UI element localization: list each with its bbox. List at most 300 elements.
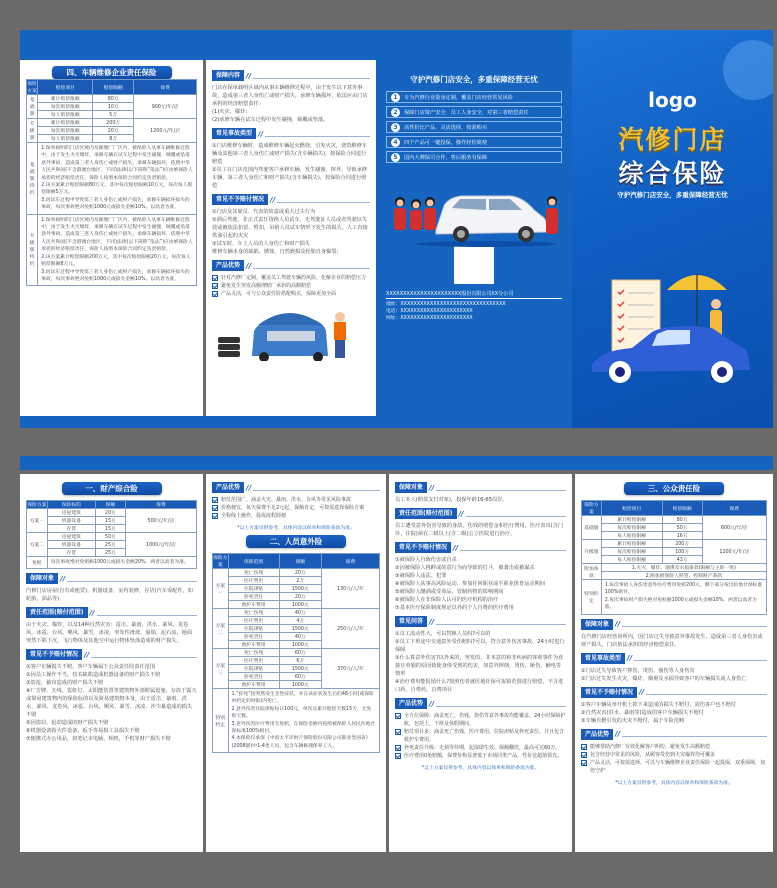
- checklist-text: 产品灵活，可与公众责任险搭配购买，保障更加全面: [221, 291, 337, 297]
- content-section: [581, 729, 767, 775]
- item-cell: 猝死责任: [228, 673, 279, 681]
- premium-cell: 600元/年/店: [702, 516, 766, 540]
- checklist-item: [581, 759, 767, 775]
- body-text: ⑦便携式办公用品，如笔记本电脑，相机，手机等财产损失不赔: [26, 736, 171, 743]
- item-cell: 救护车费用: [228, 641, 279, 649]
- checkbox-icon: [395, 729, 401, 735]
- body-text: ⑥被保险人在非保险人认可的医疗机构的治疗: [395, 597, 499, 603]
- plan-table: [581, 500, 767, 615]
- section-label: 保障对象: [395, 482, 427, 493]
- body-text: 汽修门店房屋(自有或租赁)，机器设备，室内装修，存货(汽车零配件，如轮胎，油品等): [26, 588, 193, 603]
- checklist-item: [395, 752, 566, 760]
- section-header: [581, 619, 767, 630]
- plan-name: 升级版: [27, 119, 38, 143]
- item-cell: 救护车费用: [228, 601, 279, 609]
- slash-decor: //: [627, 654, 633, 663]
- company-name: XXXXXXXXXXXXXXXXXXXXXX股份有限公司XX分公司: [386, 290, 562, 299]
- row-label: 基础版特约: [27, 143, 38, 215]
- body-text: ②酒后驾驶，非正式责任资格人员试车，无驾驶证人员或者驾驶证失效或被依法扣留、暂扣，吊销人员试车情形下发生的损失，人工直接供油引起的火灾: [212, 217, 368, 239]
- checklist-item: [212, 290, 370, 298]
- item-cell: 住院津贴: [228, 625, 279, 633]
- section-label: 产品优势: [212, 482, 244, 493]
- item-cell: 死亡伤残: [228, 649, 279, 657]
- item-cell: 住院津贴: [228, 585, 279, 593]
- body-text: 员工遭受意外伤害导致的身故、伤残的赔偿金和医疗费用，医疗表出(含门诊，住院)须在二级以上(含二级)公立医院进行治疗。: [395, 523, 564, 537]
- divider-line: [646, 694, 767, 695]
- slash-decor: //: [246, 71, 252, 80]
- divider-line: [253, 78, 370, 79]
- checkbox-icon: [212, 283, 218, 289]
- checklist-text: 产品灵活，可按需选择，可以与车辆维修企业责任保险一起投保，双重保障，加倍守护: [590, 759, 766, 774]
- amount-cell: 200万: [93, 119, 134, 127]
- amount-cell: 25万: [95, 549, 125, 557]
- item-cell: 医疗费用: [228, 657, 279, 665]
- premium-cell: 130元/人/年: [321, 569, 379, 609]
- table-header: 保险方案: [27, 501, 48, 509]
- item-cell: 累计赔偿限额: [601, 540, 662, 548]
- checkbox-icon: [212, 513, 218, 519]
- panel-repair-liability: [20, 60, 203, 416]
- section-title: 一、财产综合险: [62, 482, 162, 495]
- section-label: 常见事故类型: [581, 653, 625, 664]
- row-text: 1.每次事故人身伤害意外医疗费用免赔200元，剩下部分按出险地社保标准100%赔付。 2.每次事故财产损失绝对免赔额1000元或损失金额10%，两者以高者为准。: [601, 580, 766, 615]
- row-label: 升级版特约: [27, 214, 38, 286]
- section-header: [581, 729, 767, 740]
- table-header: 保费: [134, 80, 197, 95]
- feature-list: [386, 91, 562, 163]
- section-label: 保障对象: [581, 619, 613, 630]
- logo: logo: [648, 88, 697, 112]
- amount-cell: 15万: [95, 517, 125, 525]
- section-header: [212, 194, 370, 205]
- feature-number-badge: 1: [391, 93, 400, 102]
- section-label: 常见不予赔付情况: [581, 687, 637, 698]
- table-row: [27, 509, 197, 517]
- row-text: 每次事故绝对免赔额1000元或损失金额20%，两者以高者为准。: [47, 557, 196, 569]
- body-text: ②员工下班途中交通意外受伤赔吗?可以，符合意外伤害事故，24小时进行保障: [395, 639, 565, 653]
- item-cell: 房屋建筑: [47, 533, 95, 541]
- item-cell: 每次赔偿限额: [601, 548, 662, 556]
- divider-line: [97, 615, 197, 616]
- table-row: [582, 516, 767, 524]
- content-section: [212, 482, 380, 520]
- table-row: [27, 557, 197, 569]
- amount-cell: 20万: [93, 127, 134, 135]
- checklist-item: [212, 496, 380, 504]
- section-title: 三、公众责任险: [624, 482, 724, 495]
- checklist-text: 赔付范围广，涵盖火灾、暴雨、洪水、台风等常见风险事故: [221, 497, 352, 503]
- divider-line: [622, 626, 767, 627]
- disclaimer-note: *以上方案仅供参考，具体内容以保单和保险条款为准。: [615, 780, 733, 786]
- table-header: 保险方案: [27, 80, 38, 95]
- checklist-text: 包含经营中常见的风险，从顾客受伤到火灾爆炸均可覆盖: [590, 751, 716, 758]
- brochure-outside: [20, 30, 773, 428]
- slash-decor: //: [89, 608, 95, 617]
- checklist-item: [395, 744, 566, 752]
- body-text: (1)火灾、爆炸；: [212, 109, 251, 115]
- amount-cell: 43万: [662, 556, 702, 564]
- checkbox-icon: [212, 497, 218, 503]
- content-section: [212, 70, 370, 124]
- amount-cell: 6万: [279, 657, 321, 665]
- content-section: [26, 573, 197, 603]
- amount-cell: 25万: [95, 541, 125, 549]
- amount-cell: 1500元: [279, 585, 321, 593]
- amount-cell: 80万: [93, 95, 134, 103]
- section-header: [395, 698, 566, 709]
- table-row: [27, 143, 197, 215]
- body-text: ①被保险人自致伤害或自杀: [395, 557, 457, 563]
- feature-number-badge: 2: [391, 108, 400, 117]
- table-row: [213, 569, 380, 577]
- checklist-text: 猝死责任升级：无须等待期，起保即生效，保额翻倍，最高可达60万。: [404, 745, 561, 751]
- item-cell: 每人赔偿限额: [38, 135, 93, 143]
- item-cell: 每人赔偿限额: [601, 532, 662, 540]
- item-cell: 机器设备: [47, 541, 95, 549]
- checklist-item: [581, 751, 767, 759]
- checklist-item: [212, 282, 370, 290]
- panel-front-cover: [572, 30, 773, 428]
- divider-line: [466, 516, 566, 517]
- divider-line: [67, 581, 197, 582]
- item-cell: 每次赔偿限额: [38, 127, 93, 135]
- content-section: [212, 260, 370, 298]
- feature-text: 专为汽修行业量身定制，覆盖门店经营常见风险: [404, 94, 513, 101]
- checklist-text: 避免发生突发高额理赔厂承担的高额赔偿: [221, 283, 312, 289]
- amount-cell: 15万: [95, 525, 125, 533]
- plan-name: 方案一: [213, 569, 229, 609]
- amount-cell: 1500元: [279, 625, 321, 633]
- item-cell: 累计赔偿限额: [38, 119, 93, 127]
- body-text: ③试车时，车上人员的人身伤亡和财产损失: [212, 241, 311, 247]
- disclaimer-note: *以上方案仅供参考，具体内容以保单和保险条款为准。: [421, 766, 540, 771]
- body-text: ①门店过失导致客户摔伤，烫伤，撞伤等人身伤害: [581, 667, 695, 674]
- section-header: [395, 482, 566, 493]
- checklist-item: [212, 504, 380, 512]
- company-website: 网址：XXXXXXXXXXXXXXXXXXXXXX: [386, 316, 473, 321]
- checklist-text: 医疗费用0免赔额，保费价格显著低于市场同类产品，性价比超值领先。: [404, 753, 563, 759]
- plan-name: 方案二: [213, 609, 229, 649]
- slash-decor: //: [60, 574, 66, 583]
- row-text: 1.“猝死”指突然发生急性症状，并在该症状发生后的48小时(或保险单约定的时限)内死亡。 2.意外伤害住院津贴每日100元，单次及累计赔偿天数15天，无免赔天数。 3.意外伤害医疗费用无免赔，在保险金额内按照被保险人居民医地社保标准100%赔付。 4.本保险仅承保《中国太平洋财产保险股份有限公司职业类别表》(2008版)中1-4类人员，包含车辆修理保养工人。: [228, 689, 379, 753]
- section-label: 常见问答: [395, 616, 427, 627]
- feature-text: 保障门店资产安全、员工人身安全，对第三者赔偿责任: [404, 109, 529, 116]
- amount-cell: 1000元: [279, 641, 321, 649]
- section-label: 常见不予赔付情况: [212, 194, 268, 205]
- item-cell: 存货: [47, 549, 95, 557]
- cover-subtitle: 守护汽修门店安全，多重保障经营无忧: [617, 191, 728, 199]
- amount-cell: 16万: [662, 532, 702, 540]
- premium-cell: 370元/人/年: [321, 649, 379, 689]
- plan-name: 方案二: [27, 533, 48, 557]
- body-text: 在汽修门店经营场所内，因门店过失导致意外事故发生，造成第三者人身伤害或财产损失，门店依法承担的经济赔偿责任。: [581, 633, 763, 648]
- amount-cell: 60万: [279, 649, 321, 657]
- section-title: 二、人员意外险: [246, 535, 346, 548]
- body-text: ②员工在门店范围内驾驶客户承修车辆，发生碰撞，摔坏，导致承修车辆，第三者人身伤亡和财产损失(含车辆损失)，按保险合同进行赔偿: [212, 167, 368, 189]
- amount-cell: 40万: [279, 609, 321, 617]
- section-label: 产品优势: [395, 698, 427, 709]
- mechanic-repair-illustration: [212, 301, 370, 361]
- body-text: ⑦基本医疗保险制度规定以外的个人自费的医疗费用: [395, 605, 514, 611]
- slash-decor: //: [258, 129, 264, 138]
- checkbox-icon: [581, 760, 587, 766]
- body-text: ②因被保险人挑衅或故意行为而导致的打斗，被袭击或被谋杀: [395, 565, 535, 571]
- divider-line: [91, 657, 197, 658]
- section-header: [395, 542, 566, 553]
- body-text: ①门店维修车辆时，造成维修车辆起火燃烧，引发火灾，烧毁维修车辆及其他第三者人身伤亡或财产损失(含车辆损失)，按保险合同进行赔偿: [212, 143, 368, 165]
- table-row: [213, 649, 380, 657]
- divider-line: [277, 202, 370, 203]
- amount-cell: 60万: [279, 673, 321, 681]
- panel-personnel-accident: [206, 474, 386, 852]
- amount-cell: 40万: [279, 633, 321, 641]
- panel-public-liability: [575, 474, 773, 852]
- table-header: 赔偿项目: [38, 80, 93, 95]
- table-header: 保险方案: [213, 554, 229, 569]
- body-text: 维修车辆本身的缺陷，锈蚀，自然磨损及轮胎自身爆裂；: [212, 249, 342, 255]
- amount-cell: 1500元: [279, 665, 321, 673]
- headline: 守护汽修门店安全，多重保障经营无忧: [410, 75, 538, 84]
- divider-line: [634, 660, 767, 661]
- content-section: [26, 607, 197, 645]
- checklist-text: 针对汽修厂定制，覆盖员工驾驶车辆的风险，化解企业的赔偿压力: [221, 275, 367, 281]
- plan-name: 方案三: [213, 649, 229, 689]
- item-cell: 累计赔偿限额: [38, 95, 93, 103]
- table-header: 赔偿限额: [662, 501, 702, 516]
- addon-text: 1.火灾、爆炸、烟熏及水损条款(限额与主险一致): [601, 564, 766, 572]
- item-cell: 猝死责任: [228, 633, 279, 641]
- checklist-item: [395, 728, 566, 744]
- checklist-text: 全程线上操作，投保流程简便: [221, 513, 287, 519]
- feature-text: 四个产品可一键投保，操作轻松简便: [404, 139, 488, 146]
- company-address: 地址：XXXXXXXXXXXXXXXXXXXXXXXXXXXXXXXX: [386, 302, 506, 307]
- body-text: ③什么算意外伤害?以外来的，突发的，非本意的和非疾病的客观事件为直接且单独的原因致使身体受到的伤害，如意外摔倒，烫伤，砸伤，触电等情形: [395, 655, 564, 677]
- plan-name: 升级版: [582, 540, 602, 564]
- plan-table: [26, 500, 197, 569]
- section-header: [581, 687, 767, 698]
- cover-title-line2: 综合保险: [618, 159, 727, 188]
- premium-cell: 250元/人/年: [321, 609, 379, 649]
- table-row: [27, 214, 197, 286]
- feature-item: [386, 136, 562, 148]
- content-section: [581, 687, 767, 725]
- divider-line: [265, 136, 370, 137]
- section-label: 责任范围(赔付范围): [395, 508, 457, 519]
- item-cell: 每次赔偿限额: [38, 103, 93, 111]
- feature-item: [386, 91, 562, 103]
- checklist-item: [212, 512, 380, 520]
- section-header: [212, 70, 370, 81]
- body-text: 员工本人(赔款支付对象)，投保年龄16-65周岁。: [395, 497, 508, 503]
- body-text: ①客户车辆从举升机上掉下来造成的损失不赔付，需伤客户也不赔付: [581, 701, 737, 708]
- table-row: [213, 609, 380, 617]
- slash-decor: //: [246, 483, 252, 492]
- item-cell: 死亡伤残: [228, 569, 279, 577]
- body-text: 门店在保单载明区域内从事车辆维修过程中，由于发生以下意外事故，造成第三者人身伤亡或财产损失，承修车辆损坏，依法应由门店承担的经济赔偿责任：: [212, 85, 368, 107]
- section-label: 常见不予赔付情况: [395, 542, 451, 553]
- item-cell: 住院津贴: [228, 665, 279, 673]
- amount-cell: 8万: [93, 135, 134, 143]
- company-phone: 电话：XXXXXXXXXXXXXXXXXXXXXX: [386, 309, 473, 314]
- body-text: ④被保险人从事高风险运动，参加任何职业或半职业体育运动期间: [395, 581, 545, 587]
- body-text: ①客户车辆损失不赔，客户车辆属于公众责任险责任范围: [26, 664, 156, 671]
- row-label: 特别约定: [213, 689, 229, 753]
- feature-item: [386, 106, 562, 118]
- body-text: ③盗抢，偷窃造成的财产损失不赔: [26, 680, 104, 687]
- body-text: ③被保险人违法、犯罪: [395, 573, 447, 579]
- body-text: ⑤因盗窃、抢劫造成的财产损失不赔: [26, 720, 109, 727]
- item-cell: 医疗费用: [228, 577, 279, 585]
- checkbox-icon: [581, 744, 587, 750]
- content-section: [212, 128, 370, 190]
- table-row: [582, 540, 767, 548]
- amount-cell: 4万: [279, 617, 321, 625]
- table-header: 保费: [125, 501, 196, 509]
- checkbox-icon: [395, 753, 401, 759]
- item-cell: 猝死责任: [228, 593, 279, 601]
- section-header: [581, 653, 767, 664]
- checklist-item: [395, 712, 566, 728]
- table-row: [27, 119, 197, 127]
- cover-title-line1: 汽修门店: [618, 125, 727, 154]
- divider-line: [436, 624, 566, 625]
- checkbox-icon: [395, 713, 401, 719]
- feature-number-badge: 5: [391, 153, 400, 162]
- premium-cell: 1000元/年/店: [125, 533, 196, 557]
- checklist-text: 赔付项目多：涵盖死亡伤残，医疗费用，住院津贴及猝死责任，并且包含救护车费用。: [404, 729, 565, 743]
- feature-number-badge: 3: [391, 123, 400, 132]
- amount-cell: 5万: [93, 111, 134, 119]
- amount-cell: 20万: [279, 569, 321, 577]
- feature-text: 国内大牌保司合作，售后服务有保障: [404, 154, 488, 161]
- checkbox-icon: [212, 291, 218, 297]
- checklist-item: [212, 274, 370, 282]
- feature-text: 高性价比产品，灵活选择，按需购买: [404, 124, 488, 131]
- body-text: (2)承修车辆在试车过程中发生碰撞，倾覆或坠落。: [212, 117, 329, 123]
- section-header: [212, 260, 370, 271]
- qr-code-placeholder: [454, 244, 494, 284]
- body-text: ⑥机器设备指大件设备，扳手等易损工具损失不赔: [26, 728, 140, 735]
- content-section: [212, 194, 370, 256]
- content-section: [395, 482, 566, 504]
- body-text: ④治疗费用能报销什么?按照伤者就医地社保可报销范围进行赔偿，不含进口药，自费药，自费项目: [395, 679, 564, 693]
- table-header: 赔偿限额: [93, 80, 134, 95]
- row-text: 1.保单载明的门店区域内及修理厂厂区内，被保险人从事车辆维修过程中，由于发生火灾爆炸，承修车辆在试车过程中发生碰撞，倾覆或坠落意外事故，造成第三者人身伤亡或财产损失，承修车辆损坏，依照中华人民共和国(不含港澳台地区，下同)法律(以下简称“依法”)应由被保险人承担的经济赔偿责任，保险人按照本保险合同约定负责赔偿。 2.该方案累计赔偿限额200万元，其中每次赔偿限额20万元，每次每人赔偿限额8万元。 3.因试车过程中导致第三者人身伤亡或财产损失，承修车辆损坏损失的事故，每次事故绝对免赔1000元或损失金额10%，以高者为准。: [38, 214, 197, 286]
- checkbox-icon: [581, 752, 587, 758]
- checkbox-icon: [212, 275, 218, 281]
- panel-back-cover: [376, 60, 572, 416]
- amount-cell: 200万: [662, 540, 702, 548]
- body-text: ⑤被保险人酗酒或受毒品，管制药物的影响期间: [395, 589, 504, 595]
- table-header: 保障范围: [228, 554, 279, 569]
- amount-cell: 20万: [279, 593, 321, 601]
- slash-decor: //: [615, 620, 621, 629]
- plan-name: 基础版: [27, 95, 38, 119]
- table-row: [27, 533, 197, 541]
- slash-decor: //: [270, 195, 276, 204]
- row-label: 特别约定: [582, 580, 602, 615]
- panel-coverage-details: [206, 60, 376, 416]
- table-row: [27, 95, 197, 103]
- row-text: 1.保单载明的门店区域内及修理厂厂区内，被保险人从事车辆维修过程中，由于发生火灾爆炸，承修车辆在试车过程中发生碰撞，倾覆或坠落意外事故，造成第三者人身伤亡或财产损失，承修车辆损坏，依照中华人民共和国(不含港澳台地区，下同)法律(以下简称“依法”)应由被保险人承担的经济赔偿责任，保险人按照本保险合同约定负责赔偿。 2.该方案累计赔偿限额80万元，其中每次赔偿限额10万元，每次每人赔偿限额5万元。 3.因试车过程中导致第三者人身伤亡或财产损失，承修车辆损坏损失的事故，每次事故绝对免赔1000元或损失金额10%，以高者为准。: [38, 143, 197, 215]
- section-header: [212, 128, 370, 139]
- section-header: [26, 649, 197, 660]
- item-cell: 医疗费用: [228, 617, 279, 625]
- table-row: [582, 572, 767, 580]
- checkbox-icon: [212, 505, 218, 511]
- body-text: ②自然灾害(洪水、暴雨等)造成的客户车辆损失不赔付: [581, 709, 704, 716]
- content-section: [395, 542, 566, 612]
- slash-decor: //: [615, 730, 621, 739]
- content-section: [395, 616, 566, 694]
- divider-line: [436, 706, 566, 707]
- divider-line: [253, 268, 370, 269]
- slash-decor: //: [246, 261, 252, 270]
- body-text: 由于火灾、爆炸，以及14种自然灾害：雷击、暴雨、洪水、暴风、龙卷风、冰雹、台风、飓风、暴雪、冰凌、突发性滑坡、崩塌、泥石流、地面突然下陷下沉，飞行物体及其他空中运行物体坠落造成的财产损失。: [26, 622, 193, 645]
- feature-number-badge: 4: [391, 138, 400, 147]
- amount-cell: 10万: [93, 103, 134, 111]
- body-text: ②门店过失发生火灾，爆炸，烟熏及水损导致客户的车辆损失或人身伤亡: [581, 675, 747, 682]
- table-header: 保费: [702, 501, 766, 516]
- mechanics-with-car-illustration: [386, 168, 562, 248]
- item-cell: 累计赔偿限额: [601, 516, 662, 524]
- amount-cell: 20万: [95, 509, 125, 517]
- amount-cell: 100万: [662, 548, 702, 556]
- premium-cell: 1200元/年/店: [702, 540, 766, 564]
- disclaimer-note: *以上方案仅供参考，具体内容以保单和保险条款为准。: [237, 526, 355, 531]
- amount-cell: 1000元: [279, 601, 321, 609]
- item-cell: 每人赔偿限额: [601, 556, 662, 564]
- slash-decor: //: [458, 509, 464, 518]
- content-section: [395, 508, 566, 538]
- addon-text: 2.附加被保险人照管、控制财产条款: [601, 572, 766, 580]
- section-header: [26, 573, 197, 584]
- slash-decor: //: [84, 650, 90, 659]
- panel-accident-details: [389, 474, 572, 852]
- body-text: ④广告牌、天线、霓虹灯、太阳能装置等建筑物外部附属设施，存放于露天或简易建筑物内的保险标的以及简易建筑物本身，由于雷击、暴雨、洪水、暴风、龙卷风、冰雹、台风、飓风、暴雪、冰凌、沙尘暴造成的损失不赔: [26, 688, 197, 719]
- amount-cell: 2万: [279, 577, 321, 585]
- item-cell: 机器设备: [47, 517, 95, 525]
- item-cell: 每人赔偿限额: [38, 111, 93, 119]
- car-umbrella-illustration: [582, 260, 767, 410]
- premium-cell: 900元/年/店: [134, 95, 197, 119]
- item-cell: 存货: [47, 525, 95, 533]
- checklist-text: 能够帮助汽修厂有效化解客户纠纷，避免发生高额赔偿: [590, 743, 711, 750]
- checklist-item: [581, 743, 767, 751]
- divider-line: [622, 736, 767, 737]
- section-label: 责任范围(赔付范围): [26, 607, 88, 618]
- brochure-inside: [20, 456, 773, 856]
- slash-decor: //: [453, 543, 459, 552]
- section-label: 产品优势: [212, 260, 244, 271]
- section-header: [26, 607, 197, 618]
- amount-cell: 1000元: [279, 681, 321, 689]
- plan-name: 基础版: [582, 516, 602, 540]
- divider-line: [436, 490, 566, 491]
- item-cell: 房屋建筑: [47, 509, 95, 517]
- body-text: ①员工流动性大，可以替换人员吗?可以的: [395, 631, 491, 637]
- item-cell: 救护车费用: [228, 681, 279, 689]
- content-section: [26, 649, 197, 743]
- checkbox-icon: [395, 745, 401, 751]
- feature-item: [386, 121, 562, 133]
- content-section: [581, 619, 767, 649]
- table-header: 保险标的: [47, 501, 95, 509]
- divider-line: [460, 550, 566, 551]
- table-header: 保费: [321, 554, 379, 569]
- section-label: 常见事故类型: [212, 128, 256, 139]
- slash-decor: //: [429, 617, 435, 626]
